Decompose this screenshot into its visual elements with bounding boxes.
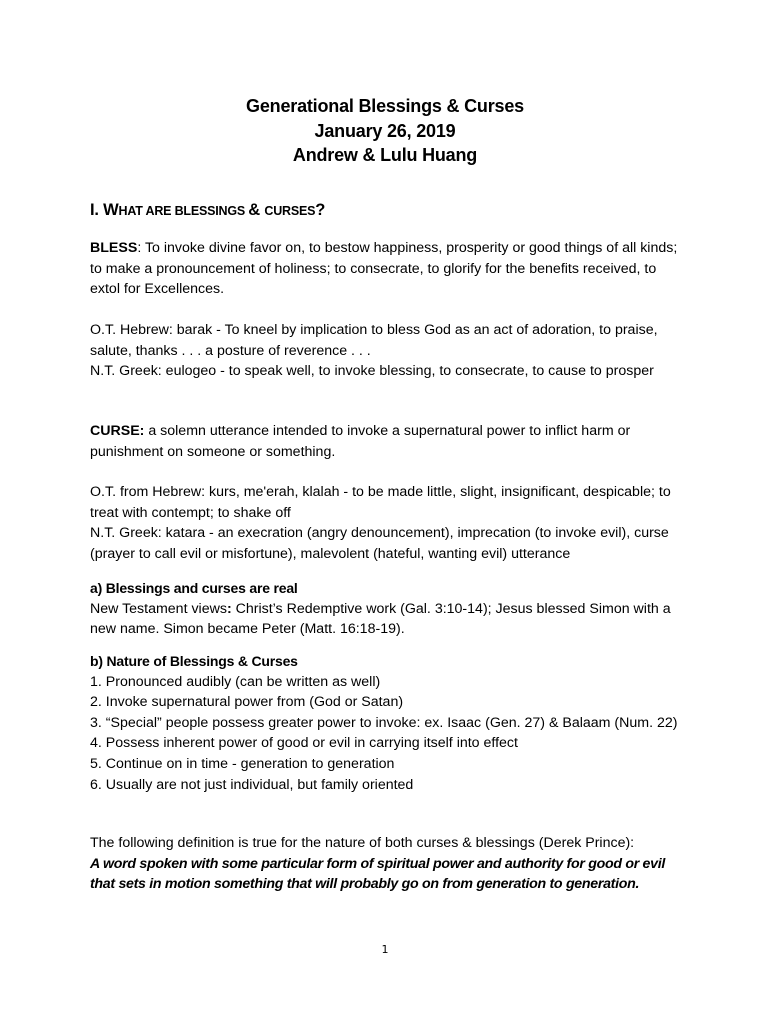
section-b xyxy=(90,651,685,795)
bless-ot: O.T. Hebrew: barak - To kneel by implication to bless God as an act of adoration, to praise, salute, thanks . . . a posture of reverence . . . xyxy=(90,322,658,359)
list-item: 4. Possess inherent power of good or evil in carrying itself into effect xyxy=(90,735,518,752)
section-heading-part1: HAT ARE BLESSINGS xyxy=(118,204,249,218)
curse-definition xyxy=(90,421,685,462)
curse-definition-text: a solemn utterance intended to invoke a supernatural power to inflict harm or punishment on someone or something. xyxy=(90,423,631,460)
closing-intro: The following definition is true for the nature of both curses & blessings (Derek Prince): xyxy=(90,835,635,851)
curse-nt: N.T. Greek: katara - an execration (angry denouncement), imprecation (to invoke evil), curse (prayer to call evil or misfortune), malevolent (hateful, wanting evil) utterance xyxy=(90,525,669,562)
list-item: 3. “Special” people possess greater power to invoke: ex. Isaac (Gen. 27) & Balaam (Num. 22) xyxy=(90,714,678,731)
bless-nt: N.T. Greek: eulogeo - to speak well, to invoke blessing, to consecrate, to cause to prosper xyxy=(90,363,654,380)
section-b-heading: b) Nature of Blessings & Curses xyxy=(90,653,298,669)
title-block xyxy=(0,94,770,168)
curse-term: CURSE: xyxy=(90,423,145,439)
curse-ot: O.T. from Hebrew: kurs, me'erah, klalah - to be made little, slight, insignificant, despicable; to treat with contempt; to shake off xyxy=(90,484,671,521)
bless-definition-text: : To invoke divine favor on, to bestow happiness, prosperity or good things of all kinds; to make a pronouncement of holiness; to consecrate, to glorify for the benefits received, to extol for Excellences. xyxy=(90,240,678,298)
closing-quote: A word spoken with some particular form of spiritual power and authority for good or evil that sets in motion something that will probably go on from generation to generation. xyxy=(90,855,666,893)
curse-etymology xyxy=(90,482,685,564)
document-title: Generational Blessings & Curses xyxy=(246,96,524,116)
section-heading xyxy=(90,201,325,220)
list-item: 5. Continue on in time - generation to generation xyxy=(90,755,395,772)
section-heading-numeral: I. W xyxy=(90,201,119,219)
closing-definition xyxy=(90,833,685,895)
section-a-colon: : xyxy=(226,600,232,617)
section-a-text: Christ’s Redemptive work (Gal. 3:10-14); Jesus blessed Simon with a new name. Simon became Peter (Matt. 16:18-19). xyxy=(90,600,671,638)
section-heading-end: ? xyxy=(315,201,326,219)
list-item: 1. Pronounced audibly (can be written as well) xyxy=(90,673,381,690)
bless-definition xyxy=(90,238,685,300)
document-date: January 26, 2019 xyxy=(314,120,456,141)
section-heading-part2: CURSES xyxy=(264,204,316,218)
list-item: 2. Invoke supernatural power from (God or Satan) xyxy=(90,694,404,711)
section-a xyxy=(90,578,685,640)
document-authors: Andrew & Lulu Huang xyxy=(292,145,478,165)
section-a-heading: a) Blessings and curses are real xyxy=(90,580,298,596)
list-item: 6. Usually are not just individual, but family oriented xyxy=(90,776,414,793)
page-number: 1 xyxy=(381,943,389,956)
bless-etymology xyxy=(90,320,685,382)
section-heading-amp: & xyxy=(248,201,265,219)
section-a-label: New Testament views xyxy=(90,600,227,617)
bless-term: BLESS xyxy=(90,240,138,256)
